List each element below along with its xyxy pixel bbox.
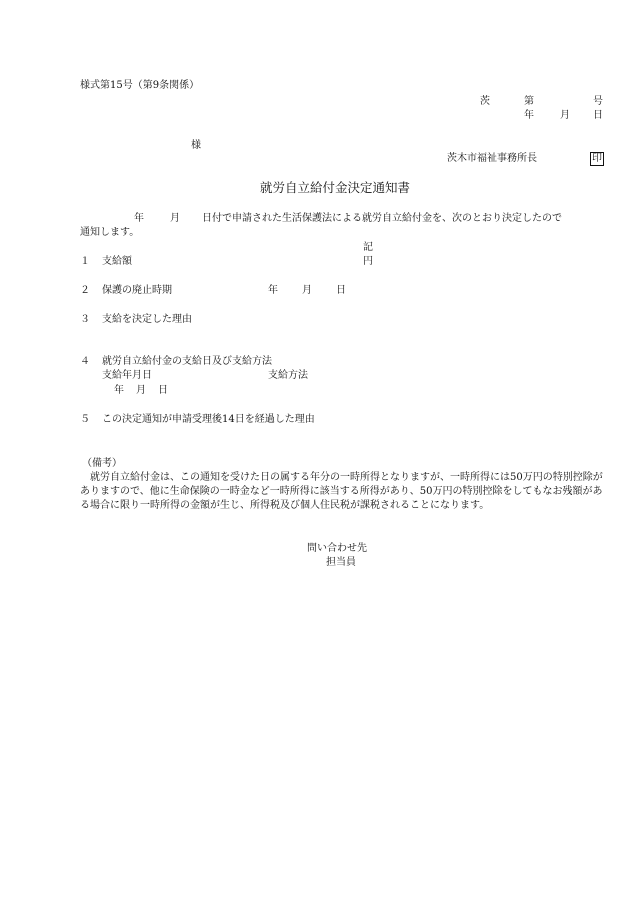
issue-date-day: 日 <box>593 110 603 121</box>
item2-year: 年 <box>268 285 278 296</box>
item4-number: ４ <box>80 356 90 367</box>
item2-number: ２ <box>80 285 90 296</box>
remarks-heading: （備考） <box>82 458 122 469</box>
reference-prefix: 茨 <box>480 96 490 107</box>
item3-label: 支給を決定した理由 <box>102 314 192 325</box>
form-number: 様式第15号（第9条関係） <box>80 80 200 91</box>
issue-date-year: 年 <box>524 110 534 121</box>
item3-number: ３ <box>80 314 90 325</box>
intro-text: 日付で申請された生活保護法による就労自立給付金を、次のとおり決定したので <box>202 213 562 224</box>
remarks-body <box>80 471 605 513</box>
item5-label: この決定通知が申請受理後14日を経過した理由 <box>102 414 315 425</box>
item5-number: ５ <box>80 414 90 425</box>
item4-day: 日 <box>158 385 168 396</box>
item1-label: 支給額 <box>102 256 132 267</box>
item4-year: 年 <box>114 385 124 396</box>
seal-mark: 印 <box>592 153 602 164</box>
intro-year: 年 <box>134 213 144 224</box>
item1-unit: 円 <box>363 256 373 267</box>
issue-date-month: 月 <box>560 110 570 121</box>
contact-person: 担当員 <box>326 557 356 568</box>
item4-method-label: 支給方法 <box>268 370 308 381</box>
official-seal <box>590 152 604 166</box>
intro-month: 月 <box>170 213 180 224</box>
item4-label: 就労自立給付金の支給日及び支給方法 <box>102 356 272 367</box>
remarks-body-text: 就労自立給付金は、この通知を受けた日の属する年分の一時所得となりますが、一時所得には50万円の特別控除がありますので、他に生命保険の一時金など一時所得に該当する所得があり、50万円の特別控除をしてもなお残額がある場合に限り一時所得の金額が生じ、所得税及び個人住民税が課税されることになります。 <box>80 472 603 511</box>
contact-heading: 問い合わせ先 <box>307 543 367 554</box>
item4-date-label: 支給年月日 <box>102 370 152 381</box>
issuer-name: 茨木市福祉事務所長 <box>447 153 537 164</box>
reference-go: 号 <box>593 96 603 107</box>
item4-month: 月 <box>136 385 146 396</box>
document-title: 就労自立給付金決定通知書 <box>260 180 411 195</box>
item2-label: 保護の廃止時期 <box>102 285 172 296</box>
item1-number: １ <box>80 256 90 267</box>
ki-heading: 記 <box>363 242 373 253</box>
recipient-suffix: 様 <box>191 140 201 151</box>
intro-text-continued: 通知します。 <box>80 227 140 238</box>
item2-day: 日 <box>336 285 346 296</box>
reference-dai: 第 <box>524 96 534 107</box>
item2-month: 月 <box>302 285 312 296</box>
